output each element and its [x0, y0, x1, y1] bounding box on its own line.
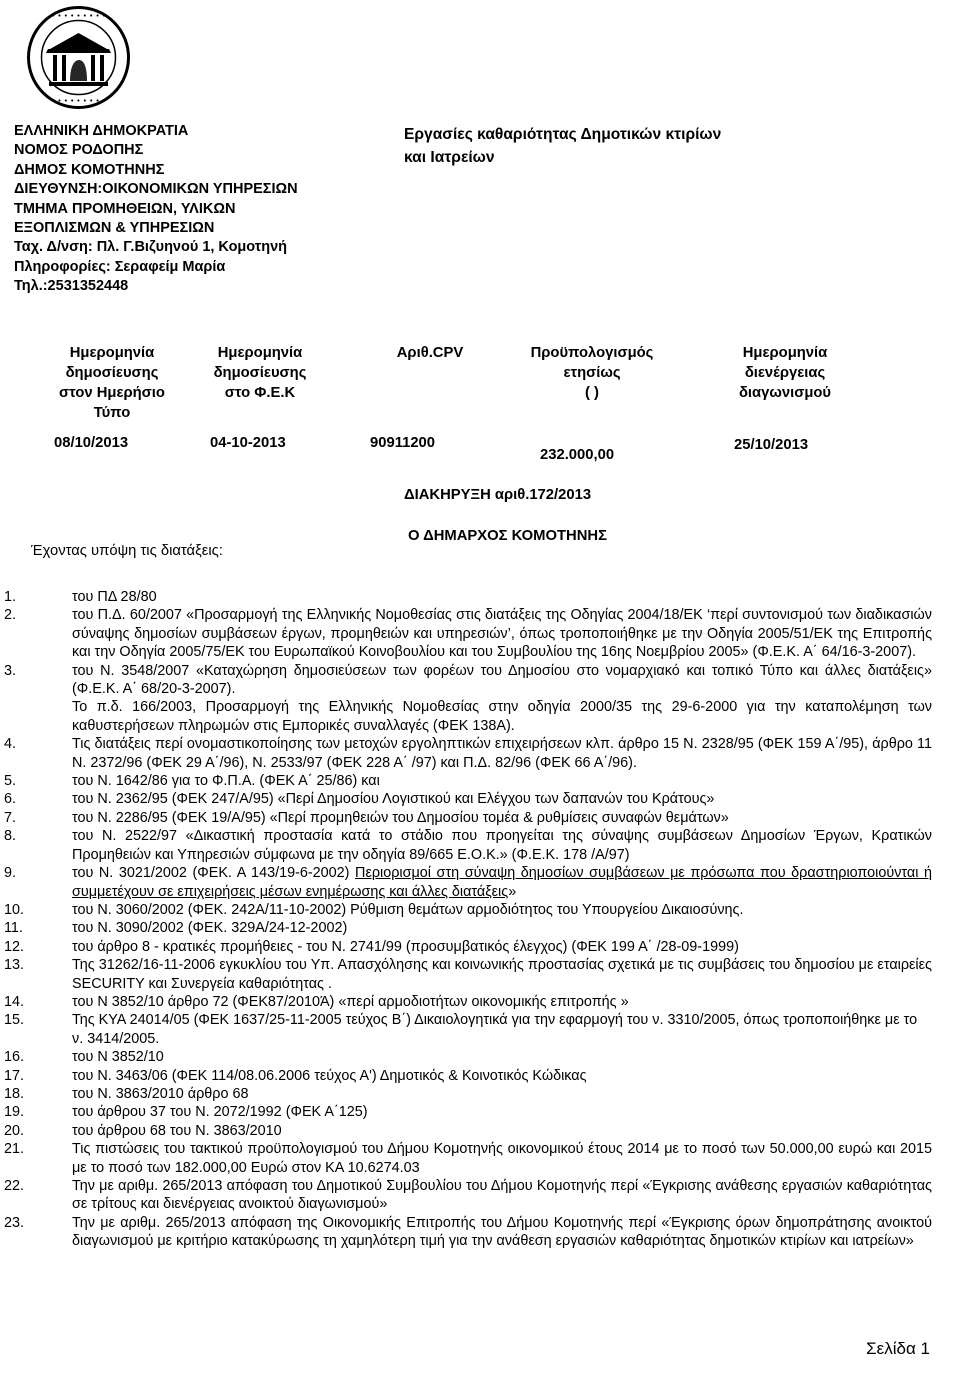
- list-item: [0, 588, 960, 606]
- list-item-text: του Ν. 3863/2010 άρθρο 68: [72, 1085, 249, 1102]
- list-item: [0, 790, 960, 808]
- header-line: στο Φ.Ε.Κ: [224, 385, 296, 401]
- list-item: [0, 1177, 960, 1214]
- header-tender-date: [700, 343, 870, 403]
- list-item: [0, 919, 960, 937]
- header-line: Αριθ.CPV: [396, 345, 464, 361]
- list-item-number: 12.: [4, 938, 25, 955]
- value-daily-press-date: 08/10/2013: [54, 435, 129, 451]
- header-line: στον Ημερήσιο: [59, 385, 165, 401]
- list-item-number: 5.: [4, 773, 17, 790]
- list-item-text: του άρθρου 68 του Ν. 3863/2010: [72, 1122, 282, 1139]
- list-item-text: Της 31262/16-11-2006 εγκυκλίου του Υπ. Απασχόλησης και κοινωνικής προστασίας σχετικά με τις συμβάσεις του δημοσίου με εταιρείες SECURITY και Συνεργεία καθαριότητας .: [72, 957, 932, 992]
- authority-line: ΕΛΛΗΝΙΚΗ ΔΗΜΟΚΡΑΤΙΑ: [14, 123, 189, 139]
- svg-text:• • • • • • • • •: • • • • • • • • •: [51, 97, 106, 105]
- list-item-underlined-text: Περιορισμοί στη σύναψη δημοσίων συμβάσεων με πρόσωπα που δραστηριοποιούνται ή συμμετέχουν σε επιχειρήσεις μέσων ενημέρωσης και άλλες διατάξεις: [72, 865, 932, 900]
- header-fek-date: [195, 343, 325, 403]
- authority-line: Πληροφορίες: Σεραφείμ Μαρία: [14, 258, 226, 275]
- authority-line: ΝΟΜΟΣ ΡΟΔΟΠΗΣ: [14, 142, 144, 159]
- subject-line: και Ιατρείων: [404, 148, 495, 166]
- list-item-number: 1.: [4, 589, 17, 605]
- header-line: δημοσίευσης: [213, 365, 307, 381]
- list-item-number: 17.: [4, 1067, 25, 1084]
- header-line: Ημερομηνία: [742, 345, 828, 361]
- list-item-text: [72, 864, 932, 901]
- svg-text:• • • • • • • • •: • • • • • • • • •: [51, 12, 106, 20]
- value-fek-date: 04-10-2013: [210, 435, 286, 451]
- list-item: [0, 698, 960, 735]
- list-item: [0, 735, 960, 772]
- municipality-seal-icon: [26, 5, 131, 110]
- list-item-text: του άρθρου 37 του Ν. 2072/1992 (ΦΕΚ Α΄125): [72, 1104, 368, 1121]
- value-tender-date: 25/10/2013: [734, 437, 809, 453]
- list-item: [0, 938, 960, 956]
- list-item-number: 2.: [4, 607, 17, 624]
- list-item-number: 23.: [4, 1214, 25, 1231]
- authority-line: ΔΗΜΟΣ ΚΟΜΟΤΗΝΗΣ: [14, 161, 165, 178]
- list-item-number: 3.: [4, 662, 17, 679]
- authority-line: ΔΙΕΥΘΥΝΣΗ:ΟΙΚΟΝΟΜΙΚΩΝ ΥΠΗΡΕΣΙΩΝ: [14, 181, 298, 198]
- list-item: [0, 956, 960, 993]
- list-item: [0, 1140, 960, 1177]
- value-cpv-number: 90911200: [370, 435, 436, 451]
- list-item-number: 22.: [4, 1178, 25, 1194]
- list-item: [0, 662, 960, 699]
- list-item-text: Το π.δ. 166/2003, Προσαρμογή της Ελληνικής Νομοθεσίας στην οδηγία 2000/35 της 29-6-2000 για την καταπολέμηση των καθυστερήσεων πληρωμών στις Εμπορικές συναλλαγές (ΦΕΚ 138Α).: [72, 699, 932, 734]
- list-item: [0, 1048, 960, 1066]
- authority-line: Ταχ. Δ/νση: Πλ. Γ.Βιζυηνού 1, Κομοτηνή: [14, 239, 288, 256]
- list-item-number: 15.: [4, 1012, 25, 1029]
- list-item-number: 18.: [4, 1085, 25, 1102]
- list-item-number: 11.: [4, 920, 23, 937]
- mayor-title: Ο ΔΗΜΑΡΧΟΣ ΚΟΜΟΤΗΝΗΣ: [408, 528, 607, 544]
- list-item-text-part: »: [508, 883, 517, 900]
- list-item-text: του Ν. 3090/2002 (ΦΕΚ. 329Α/24-12-2002): [72, 920, 348, 937]
- list-item: [0, 772, 960, 790]
- header-line: δημοσίευσης: [65, 365, 159, 381]
- header-annual-budget: [512, 343, 672, 403]
- list-item-text: του Ν. 1642/86 για το Φ.Π.Α. (ΦΕΚ Α΄ 25/86) και: [72, 773, 380, 790]
- list-item: [0, 606, 960, 661]
- list-item: [0, 1011, 960, 1048]
- list-item: [0, 993, 960, 1011]
- list-item-text: του άρθρο 8 - κρατικές προμήθειες - του Ν. 2741/99 (προσυμβατικός έλεγχος) (ΦΕΚ 199 Α΄ /28-09-1999): [72, 938, 739, 955]
- header-line: ετησίως: [563, 365, 621, 381]
- header-daily-press-date: [47, 343, 177, 423]
- issuing-authority-block: [14, 122, 434, 297]
- list-item-text: του Π.Δ. 60/2007 «Προσαρμογή της Ελληνικής Νομοθεσίας στις διατάξεις της Οδηγίας 2004/18/ΕΚ ‘περί συντονισμού των διαδικασιών σύναψης δημοσίων συμβάσεων έργων, προμηθειών και υπηρεσιών’, όπως τροποποιήθηκε με την Οδηγία 2005/51/ΕΚ της Επιτροπής και την Οδηγία 2005/75/ΕΚ του Ευρωπαϊκού Κοινοβουλίου και του Συμβουλίου της 16ης Νοεμβρίου 2005» (Φ.Ε.Κ. Α΄ 64/16-3-2007).: [72, 607, 932, 661]
- list-item-text: Τις πιστώσεις του τακτικού προϋπολογισμού του Δήμου Κομοτηνής οικονομικού έτους 2014 με το ποσό των 50.000,00 ευρώ και 2015 με το ποσό των 182.000,00 Ευρώ στον ΚΑ 10.6274.03: [72, 1141, 932, 1176]
- header-line: Προϋπολογισμός: [530, 345, 654, 361]
- list-item-number: 19.: [4, 1104, 25, 1121]
- list-item-text: Την με αριθμ. 265/2013 απόφαση του Δημοτικού Συμβουλίου του Δήμου Κομοτηνής περί «Έγκρισης ανάθεσης εργασιών καθαριότητας σε τρίτους και διενέργειας ανοικτού διαγωνισμού»: [72, 1178, 932, 1213]
- list-item-text: του Ν. 2286/95 (ΦΕΚ 19/Α/95) «Περί προμηθειών του Δημοσίου τομέα & ρυθμίσεις συναφών θεμάτων»: [72, 809, 729, 826]
- list-item: [0, 1067, 960, 1085]
- page-number: Σελίδα 1: [866, 1339, 930, 1358]
- list-item-text: του Ν 3852/10: [72, 1049, 164, 1066]
- list-item: [0, 1103, 960, 1121]
- list-item: [0, 901, 960, 919]
- authority-line: ΤΜΗΜΑ ΠΡΟΜΗΘΕΙΩΝ, ΥΛΙΚΩΝ: [14, 200, 236, 217]
- list-item-number: 13.: [4, 957, 25, 974]
- list-item-text: του Ν. 2362/95 (ΦΕΚ 247/Α/95) «Περί Δημοσίου Λογιστικού και Ελέγχου των δαπανών του Κράτους»: [72, 791, 715, 808]
- list-item-text: του Ν. 3548/2007 «Καταχώρηση δημοσιεύσεων των φορέων του Δημοσίου στο νομαρχιακό και τοπικό Τύπο και άλλες διατάξεις» (Φ.Ε.Κ. Α΄ 68/20-3-2007).: [72, 662, 932, 698]
- header-line: διενέργειας: [744, 365, 826, 381]
- list-item-text: Της ΚΥΑ 24014/05 (ΦΕΚ 1637/25-11-2005 τεύχος Β΄) Δικαιολογητικά για την εφαρμογή του ν. 3310/2005, όπως τροποποιήθηκε με το ν. 3414/2005.: [72, 1012, 918, 1047]
- value-annual-budget: 232.000,00: [540, 447, 615, 463]
- header-cpv-number: [370, 343, 490, 363]
- considering-provisions: Έχοντας υπόψη τις διατάξεις:: [31, 543, 223, 559]
- list-item-text: του Ν 3852/10 άρθρο 72 (ΦΕΚ87/2010Ά) «περί αρμοδιοτήτων οικονομικής επιτροπής »: [72, 993, 629, 1010]
- header-line: ( ): [585, 385, 599, 401]
- list-item-number: 10.: [4, 901, 25, 918]
- list-item-text: του Ν. 3060/2002 (ΦΕΚ. 242Α/11-10-2002) Ρύθμιση θεμάτων αρμοδιότητος του Υπουργείου Δικαιοσύνης.: [72, 901, 744, 918]
- authority-line: Τηλ.:2531352448: [14, 278, 129, 295]
- list-item-text: του Ν. 3463/06 (ΦΕΚ 114/08.06.2006 τεύχος Α') Δημοτικός & Κοινοτικός Κώδικας: [72, 1067, 587, 1084]
- list-item: [0, 1122, 960, 1140]
- header-line: Ημερομηνία: [217, 345, 303, 361]
- list-item-text-part: του Ν. 3021/2002 (ΦΕΚ. Α 143/19-6-2002): [72, 865, 356, 882]
- authority-line: ΕΞΟΠΛΙΣΜΩΝ & ΥΠΗΡΕΣΙΩΝ: [14, 220, 215, 237]
- list-item: [0, 809, 960, 827]
- list-item: [0, 1214, 960, 1251]
- list-item: [0, 1085, 960, 1103]
- list-item: [0, 827, 960, 864]
- list-item-number: 20.: [4, 1122, 25, 1139]
- legal-provisions-list: [0, 588, 960, 1251]
- list-item-text: Την με αριθμ. 265/2013 απόφαση της Οικονομικής Επιτροπής του Δήμου Κομοτηνής περί «Έγκρισης όρων δημοπράτησης ανοικτού διαγωνισμού με κριτήριο κατακύρωσης τη χαμηλότερη τιμή για την ανάθεση εργασιών καθαριότητας δημοτικών κτιρίων και ιατρείων»: [72, 1214, 932, 1250]
- list-item-text: του Ν. 2522/97 «Δικαστική προστασία κατά το στάδιο που προηγείται της σύναψης συμβάσεων Δημοσίων Έργων, Κρατικών Προμηθειών και Υπηρεσιών σύμφωνα με την οδηγία 89/665 Ε.Ο.Κ.» (Φ.Ε.Κ. 178 /Α/97): [72, 828, 932, 863]
- header-line: διαγωνισμού: [738, 385, 832, 401]
- list-item-number: 7.: [4, 809, 17, 826]
- list-item-text: Τις διατάξεις περί ονομαστικοποίησης των μετοχών εργοληπτικών επιχειρήσεων κλπ. άρθρο 15 Ν. 2328/95 (ΦΕΚ 159 Α΄/95), άρθρο 11 Ν. 2372/96 (ΦΕΚ 29 Α΄/96), Ν. 2533/97 (ΦΕΚ 228 Α΄ /97) και Π.Δ. 82/96 (ΦΕΚ 66 Α΄/96).: [72, 736, 932, 771]
- header-line: Ημερομηνία: [69, 345, 155, 361]
- list-item-number: 21.: [4, 1141, 25, 1158]
- list-item-text: του ΠΔ 28/80: [72, 589, 157, 605]
- header-line: Τύπο: [93, 405, 131, 421]
- list-item-number: 14.: [4, 993, 25, 1010]
- declaration-title: ΔΙΑΚΗΡΥΞΗ αριθ.172/2013: [404, 487, 592, 503]
- list-item-number: 6.: [4, 791, 17, 808]
- list-item: [0, 864, 960, 901]
- list-item-number: 16.: [4, 1049, 25, 1066]
- list-item-number: 8.: [4, 828, 17, 845]
- list-item-number: 4.: [4, 736, 17, 753]
- subject-line: Εργασίες καθαριότητας Δημοτικών κτιρίων: [404, 126, 722, 143]
- list-item-number: 9.: [4, 865, 17, 882]
- tender-subject: [404, 124, 721, 169]
